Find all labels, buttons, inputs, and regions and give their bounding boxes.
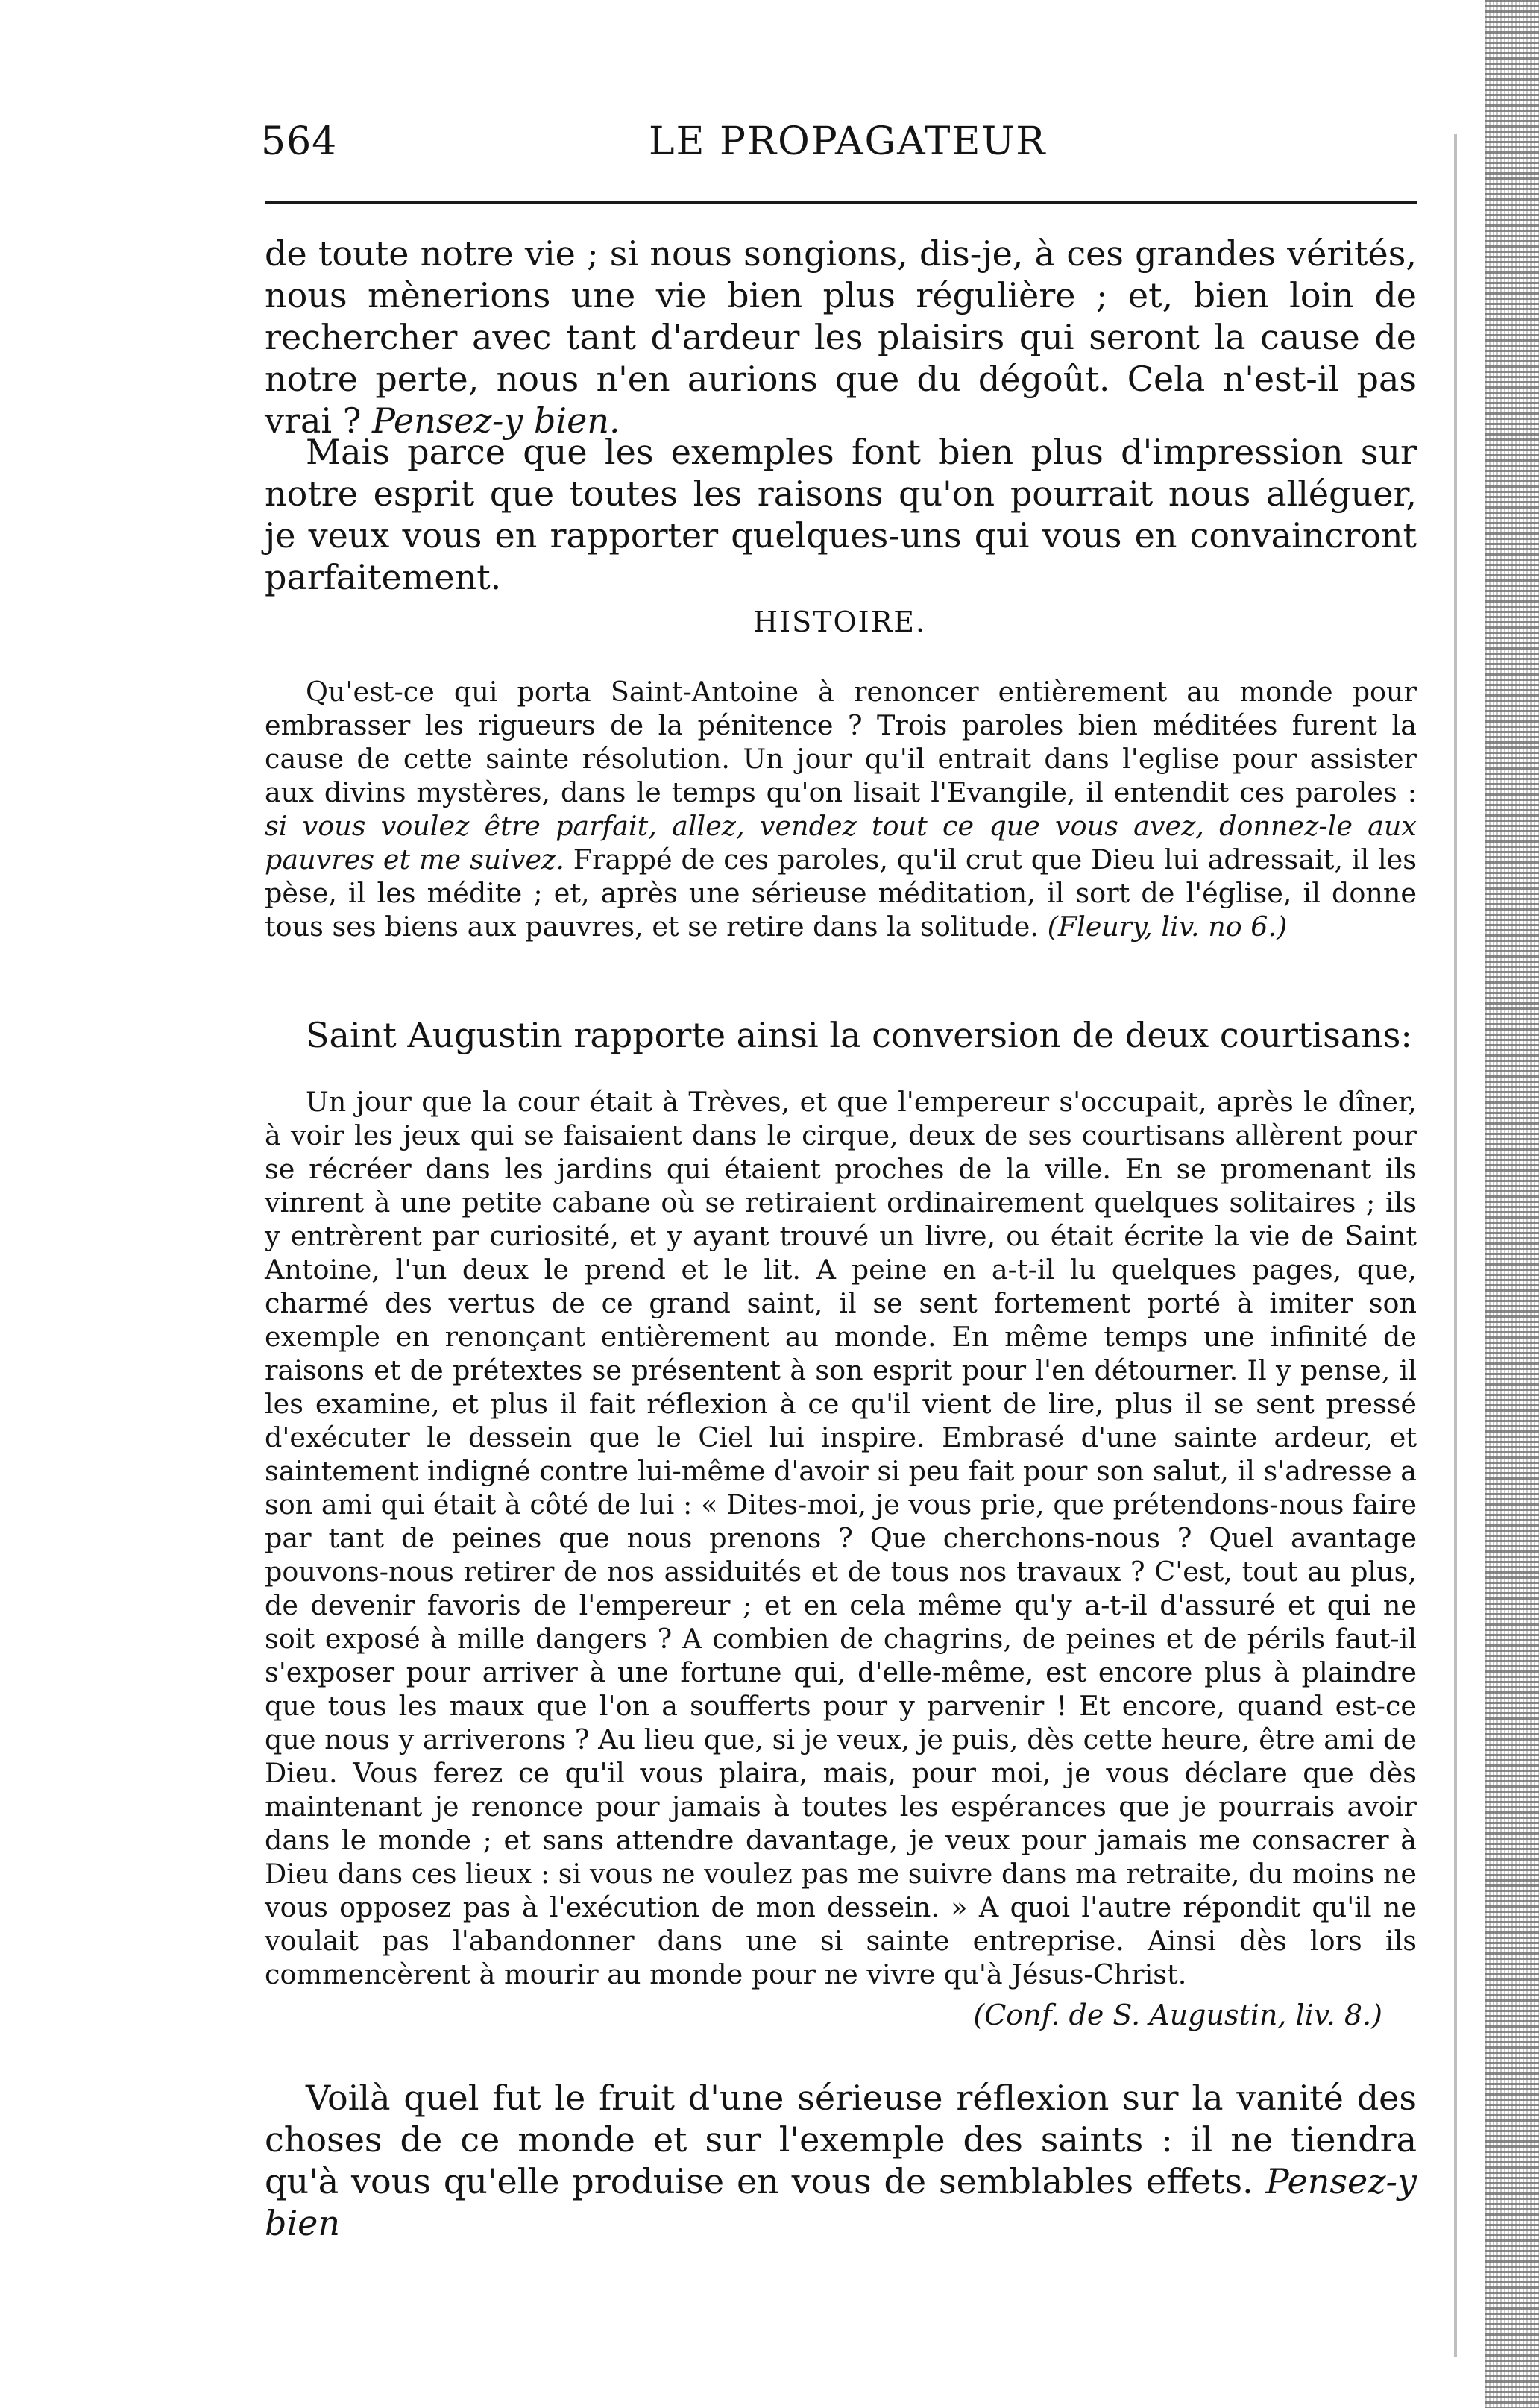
saint-antoine-text-1: Qu'est-ce qui porta Saint-Antoine à renoncer entièrement au monde pour embrasser les rigueurs de la pénitence ? Trois paroles bien méditées furent la cause de cette sainte résolution. Un jour qu'il entrait dans l'eglise pour assister aux divins mystères, dans le temps qu'on lisait l'Evangile, il entendit ces paroles : [265,676,1417,808]
binding-edge [1485,0,1539,2408]
page-header [261,112,1417,172]
paragraph-saint-antoine [265,675,1417,943]
saint-antoine-quote: si vous voulez être parfait, allez, vendez tout ce que vous avez, donnez-le aux pauvres et me suivez. [265,810,1417,876]
saint-antoine-citation: (Fleury, liv. no 6.) [1047,911,1288,943]
binding-shadow [1454,134,1457,2357]
paragraph-intro-text: de toute notre vie ; si nous songions, dis-je, à ces grandes vérités, nous mènerions une vie bien plus régulière ; et, bien loin de rechercher avec tant d'ardeur les plaisirs qui seront la cause de notre perte, nous n'en aurions que du dégoût. Cela n'est-il pas vrai ? [265,233,1417,441]
running-title: LE PROPAGATEUR [649,119,1047,164]
paragraph-augustin-intro: Saint Augustin rapporte ainsi la conversion de deux courtisans: [306,1015,1412,1055]
section-title: HISTOIRE. [753,606,927,638]
paragraph-intro-emphasis: Pensez-y bien. [372,400,620,441]
saint-antoine-text-2: Frappé de ces paroles, qu'il crut que Dieu lui adressait, il les pèse, il les médite ; et, après une sérieuse méditation, il sort de l'église, il donne tous ses biens aux pauvres, et se retire dans la solitude. [265,843,1417,943]
header-rule [265,201,1417,204]
augustin-citation: (Conf. de S. Augustin, liv. 8.) [973,1999,1382,2031]
paragraph-examples: Mais parce que les exemples font bien plus d'impression sur notre esprit que toutes les raisons qu'on pourrait nous alléguer, je veux vous en rapporter quelques-uns qui vous en convaincront parfaitement. [265,432,1417,597]
conclusion-text: Voilà quel fut le fruit d'une sérieuse réflexion sur la vanité des choses de ce monde et sur l'exemple des saints : il ne tiendra qu'à vous qu'elle produise en vous de semblables effets. [265,2078,1417,2201]
conclusion-emphasis: Pensez-y bien [265,2161,1417,2243]
paragraph-courtisans: Un jour que la cour était à Trèves, et que l'empereur s'occupait, après le dîner, à voir les jeux qui se faisaient dans le cirque, deux de ses courtisans allèrent pour se récréer dans les jardins qui étaient proches de la ville. En se promenant ils vinrent à une petite cabane où se retiraient ordinairement quelques solitaires ; ils y entrèrent par curiosité, et y ayant trouvé un livre, ou était écrite la vie de Saint Antoine, l'un deux le prend et le lit. A peine en a-t-il lu quelques pages, que, charmé des vertus de ce grand saint, il se sent fortement porté à imiter son exemple en renonçant entièrement au monde. En même temps une infinité de raisons et de prétextes se présentent à son esprit pour l'en détourner. Il y pense, il les examine, et plus il fait réflexion à ce qu'il vient de lire, plus il se sent pressé d'exécuter le dessein que le Ciel lui inspire. Embrasé d'une sainte ardeur, et saintement indigné contre lui-même d'avoir si peu fait pour son salut, il s'adresse a son ami qui était à côté de lui : « Dites-moi, je vous prie, que prétendons-nous faire par tant de peines que nous prenons ? Que cherchons-nous ? Quel avantage pouvons-nous retirer de nos assiduités et de tous nos travaux ? C'est, tout au plus, de devenir favoris de l'empereur ; et en cela même qu'y a-t-il d'assuré et qui ne soit exposé à mille dangers ? A combien de chagrins, de peines et de périls faut-il s'exposer pour arriver à une fortune qui, d'elle-même, est encore plus à plaindre que tous les maux que l'on a soufferts pour y parvenir ! Et encore, quand est-ce que nous y arriverons ? Au lieu que, si je veux, je puis, dès cette heure, être ami de Dieu. Vous ferez ce qu'il vous plaira, mais, pour moi, je vous déclare que dès maintenant je renonce pour jamais à toutes les espérances que je pourrais avoir dans le monde ; et sans attendre davantage, je veux pour jamais me consacrer à Dieu dans ces lieux : si vous ne voulez pas me suivre dans ma retraite, du moins ne vous opposez pas à l'exécution de mon dessein. » A quoi l'autre répondit qu'il ne voulait pas l'abandonner dans une si sainte entreprise. Ainsi dès lors ils commencèrent à mourir au monde pour ne vivre qu'à Jésus-Christ. [265,1086,1417,1990]
paragraph-conclusion [265,2077,1417,2244]
paragraph-intro [265,233,1417,441]
page-number: 564 [261,119,338,164]
